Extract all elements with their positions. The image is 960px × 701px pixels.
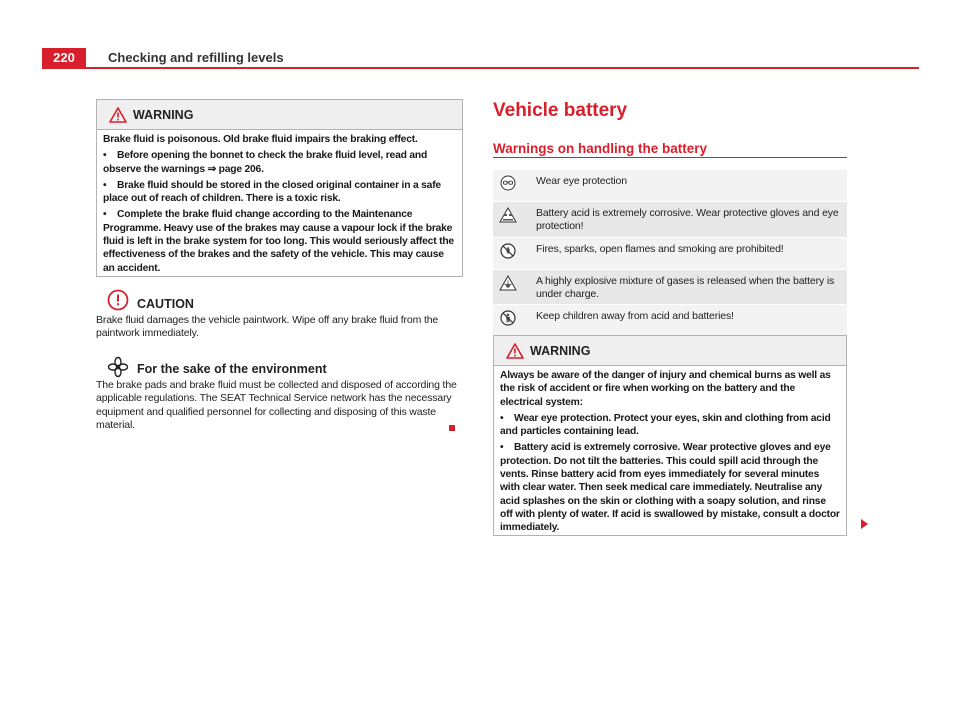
symbol-text: A highly explosive mixture of gases is released when the battery is under charge. [536,274,835,300]
warning-bullet: • Battery acid is extremely corrosive. Wear protective gloves and eye protection. Do not tilt the batteries. This could spill acid through the vents. Rinse battery acid from eyes immediately for several minutes with clear water. Then seek medical care immediately. Neutralise any acid splashes on the skin or clothing with a soapy solution, and rinse off with plenty of water. If acid is swallowed by mistake, consult a doctor immediately. [500,442,840,534]
caution-icon [107,289,129,311]
warning-intro: Always be aware of the danger of injury and chemical burns as well as the risk of accident or fire when working on the battery and the electrical system: [500,370,831,408]
section-title: Vehicle battery [493,100,628,121]
warning-label: WARNING [530,343,591,358]
symbol-text: Wear eye protection [536,175,627,187]
warning-bullet: • Wear eye protection. Protect your eyes, skin and clothing from acid and particles containing lead. [500,412,831,438]
warning-bullet: • Before opening the bonnet to check the brake fluid level, read and observe the warnings ⇒ page 206. [103,150,428,175]
caution-title: CAUTION [107,289,194,311]
page-number: 220 [42,48,86,68]
keep-children-away-icon [500,310,516,326]
warning-header [97,100,462,130]
symbol-row [493,170,847,201]
caution-text: Brake fluid damages the vehicle paintwork. Wipe off any brake fluid from the paintwork immediately. [96,314,439,340]
warning-body [494,366,846,542]
warning-bullet: • Brake fluid should be stored in the closed original container in a safe place out of reach of children. There is a toxic risk. [103,179,441,205]
environment-title: For the sake of the environment [107,356,327,378]
symbol-text: Fires, sparks, open flames and smoking are prohibited! [536,242,784,255]
symbol-row [493,202,847,237]
battery-symbols-table [493,170,847,337]
warning-intro: Brake fluid is poisonous. Old brake fluid impairs the braking effect. [103,134,418,145]
header-rule [42,67,919,69]
battery-warning-box [493,335,847,536]
continued-arrow-icon [861,519,868,529]
warning-triangle-icon [506,343,524,359]
subtitle-rule [493,157,847,158]
no-fire-icon [500,243,516,259]
symbol-text: Battery acid is extremely corrosive. Wear protective gloves and eye protection! [536,207,839,233]
warning-body [97,130,462,282]
explosive-icon [499,275,517,291]
section-subtitle: Warnings on handling the battery [493,141,708,156]
symbol-row [493,270,847,305]
warning-header [494,336,846,366]
warning-label: WARNING [133,107,194,122]
symbol-row [493,305,847,336]
brake-fluid-warning-box [96,99,463,277]
warning-triangle-icon [109,107,127,123]
symbol-row [493,238,847,269]
eye-protection-icon [500,175,516,191]
end-of-section-marker [449,425,455,431]
running-title: Checking and refilling levels [108,50,284,65]
symbol-text: Keep children away from acid and batteries! [536,310,734,323]
warning-bullet: • Complete the brake fluid change according to the Maintenance Programme. Heavy use of the brakes may cause a vapour lock if the brake fluid is left in the brake system for too long. This would seriously affect the effectiveness of the brakes and the safety of the vehicle. This may cause an accident. [103,209,454,274]
flower-icon [107,356,129,378]
environment-text: The brake pads and brake fluid must be collected and disposed of according the applicable regulations. The SEAT Technical Service network has the necessary equipment and qualified personnel for collecting and disposing of this waste material. [96,379,457,431]
corrosive-icon [499,207,517,223]
